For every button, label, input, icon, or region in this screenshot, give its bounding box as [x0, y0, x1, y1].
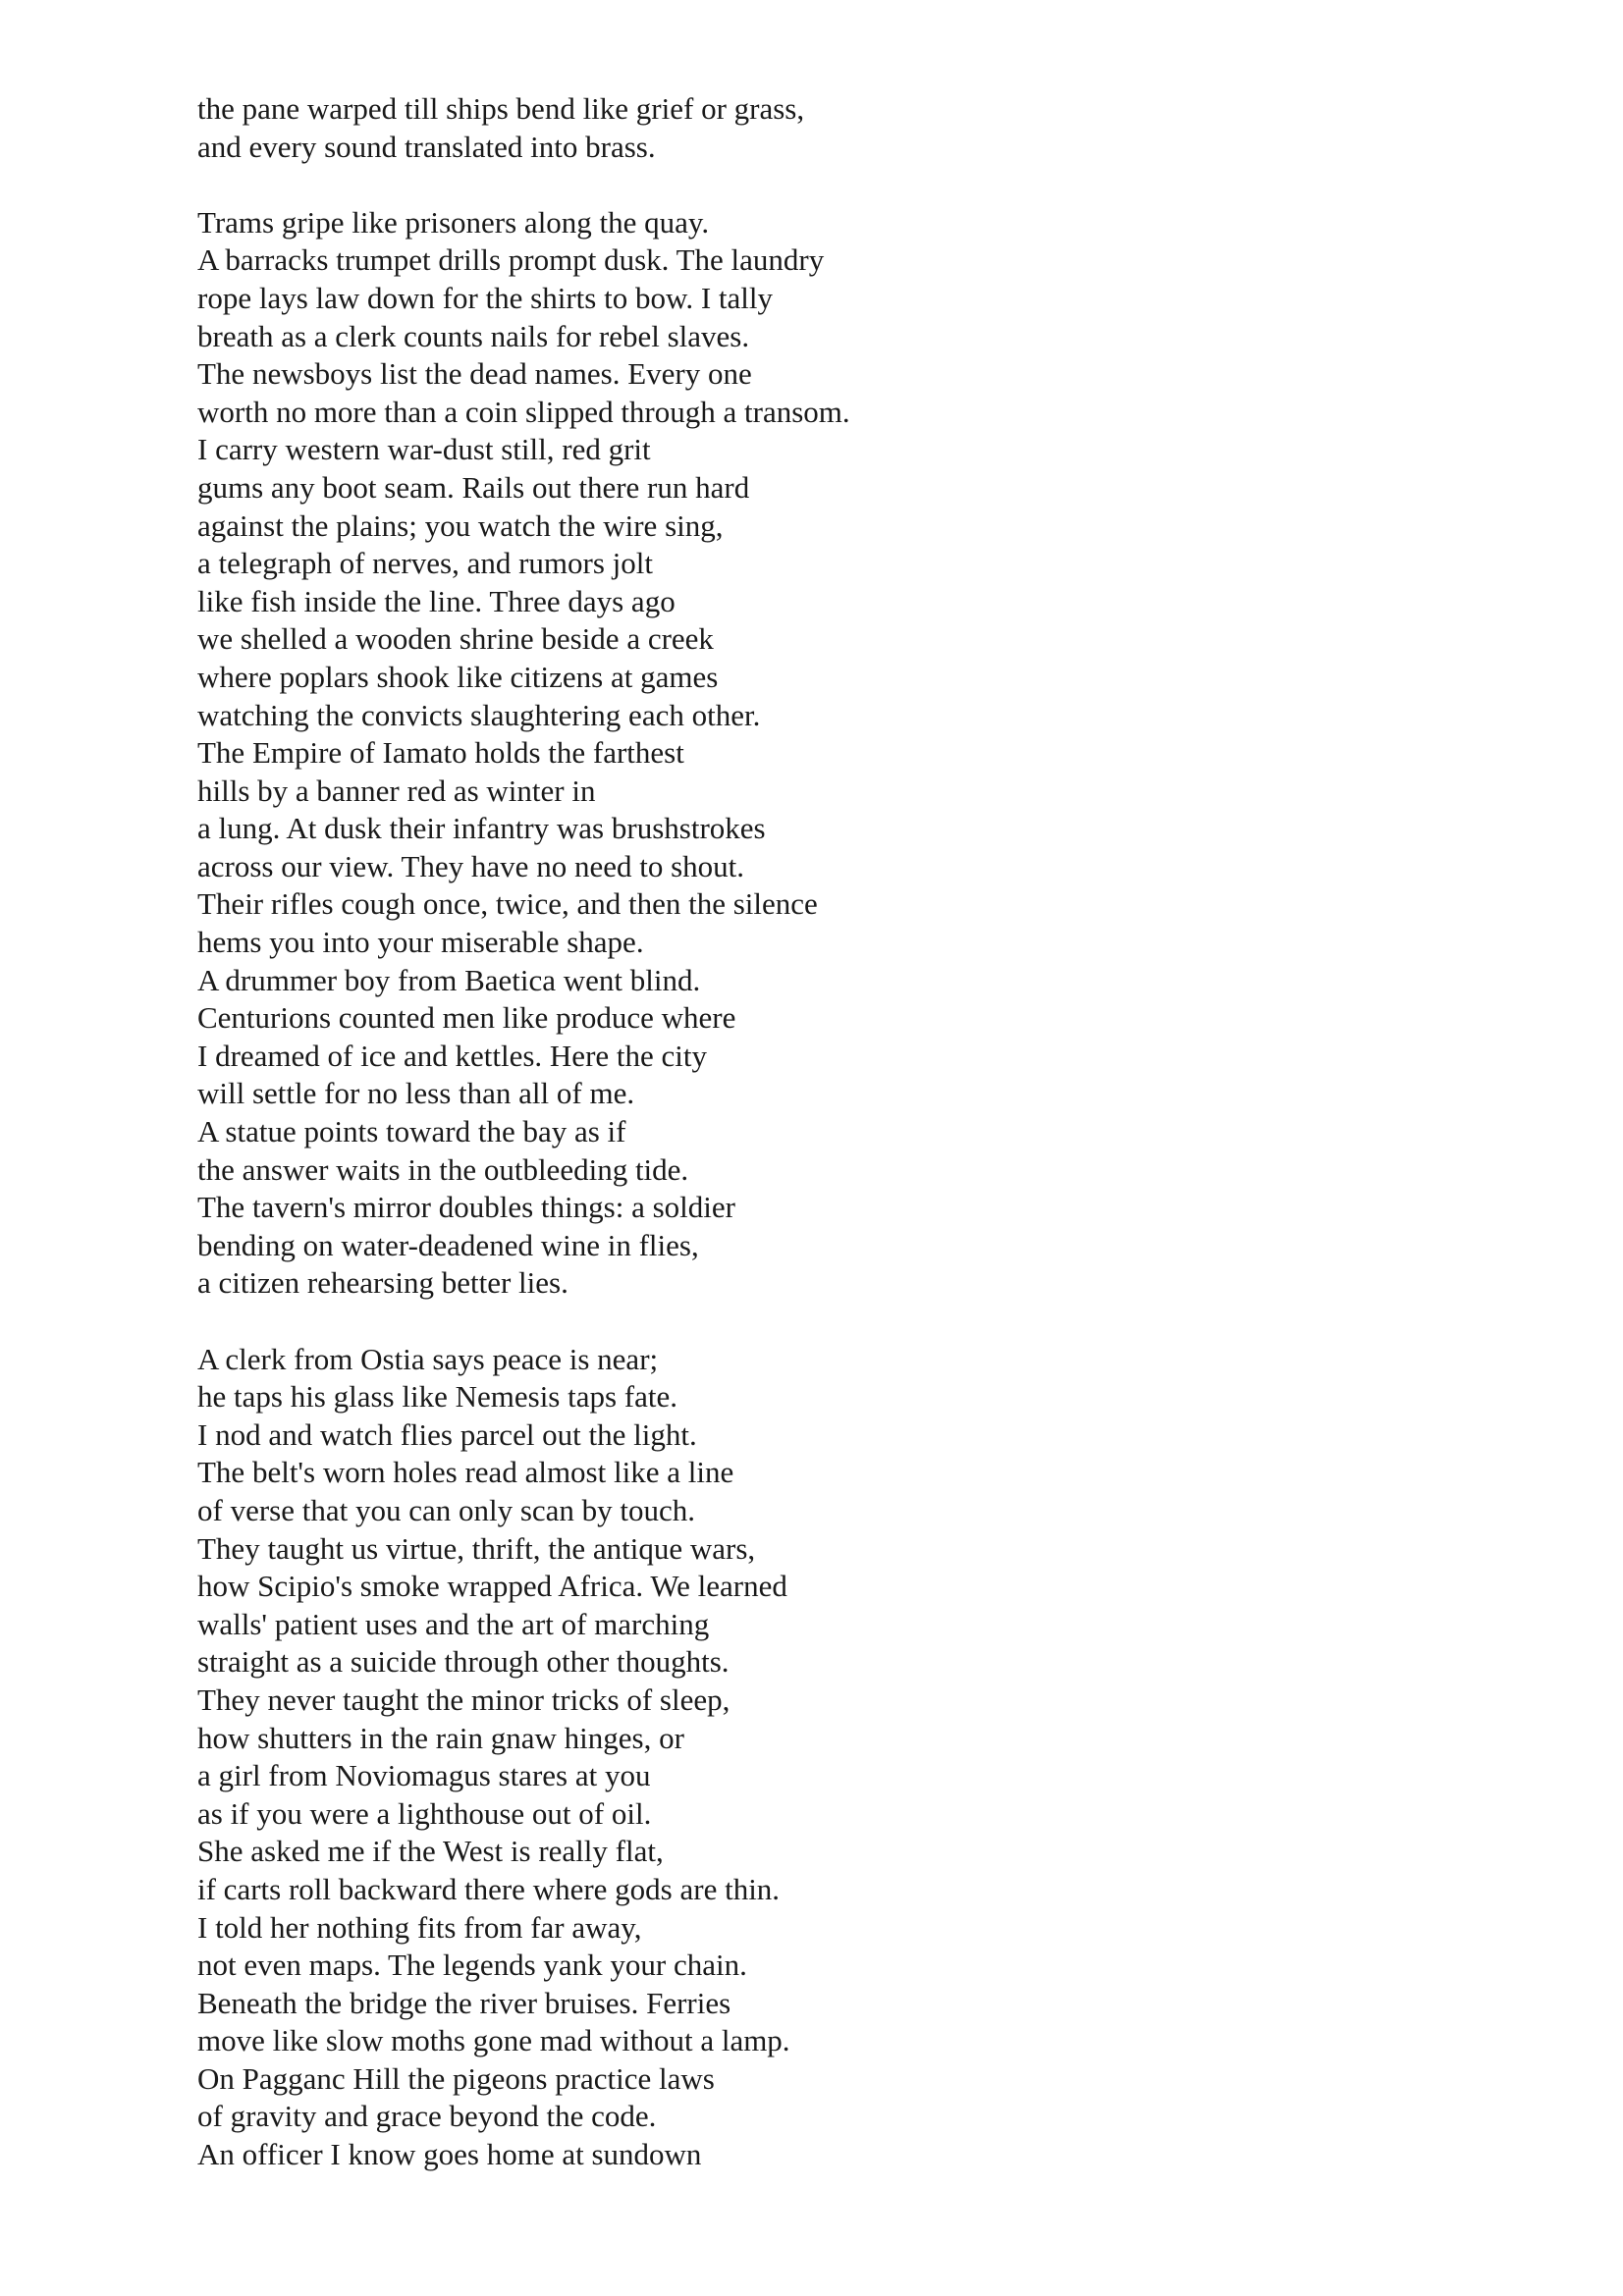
poem-line: watching the convicts slaughtering each other. — [197, 697, 761, 732]
poem-line: straight as a suicide through other thoughts. — [197, 1644, 730, 1680]
stanza — [197, 1341, 1474, 2174]
poem-body — [197, 90, 1474, 2174]
poem-line: An officer I know goes home at sundown — [197, 2137, 702, 2172]
poem-line: if carts roll backward there where gods are thin. — [197, 1871, 781, 1906]
poem-line: The Empire of Iamato holds the farthest — [197, 735, 684, 771]
poem-line: hills by a banner red as winter in — [197, 773, 596, 808]
poem-line: not even maps. The legends yank your chain. — [197, 1948, 747, 1983]
poem-line: A barracks trumpet drills prompt dusk. The laundry — [197, 242, 825, 278]
poem-line: as if you were a lighthouse out of oil. — [197, 1795, 652, 1831]
poem-line: Their rifles cough once, twice, and then the silence — [197, 886, 818, 922]
stanza — [197, 204, 1474, 1303]
poem-line: They never taught the minor tricks of sleep, — [197, 1682, 730, 1717]
poem-line: hems you into your miserable shape. — [197, 925, 644, 960]
poem-line: will settle for no less than all of me. — [197, 1076, 635, 1111]
poem-line: The tavern's mirror doubles things: a soldier — [197, 1190, 735, 1225]
poem-line: Centurions counted men like produce where — [197, 1000, 736, 1036]
poem-line: breath as a clerk counts nails for rebel slaves. — [197, 318, 750, 353]
poem-line: I carry western war-dust still, red grit — [197, 432, 651, 467]
poem-line: and every sound translated into brass. — [197, 129, 656, 164]
poem-line: like fish inside the line. Three days ago — [197, 583, 676, 618]
poem-line: move like slow moths gone mad without a lamp. — [197, 2023, 790, 2058]
poem-line: how Scipio's smoke wrapped Africa. We learned — [197, 1569, 787, 1604]
poem-line: Beneath the bridge the river bruises. Ferries — [197, 1985, 731, 2020]
poem-line: a lung. At dusk their infantry was brushstrokes — [197, 811, 766, 846]
poem-line: On Pagganc Hill the pigeons practice laws — [197, 2060, 715, 2096]
poem-line: They taught us virtue, thrift, the antique wars, — [197, 1530, 756, 1566]
stanza — [197, 90, 1474, 166]
poem-line: the answer waits in the outbleeding tide. — [197, 1151, 689, 1187]
poem-line: gums any boot seam. Rails out there run hard — [197, 469, 750, 505]
poem-line: She asked me if the West is really flat, — [197, 1834, 664, 1869]
poem-line: walls' patient uses and the art of marching — [197, 1606, 710, 1641]
poem-line: bending on water-deadened wine in flies, — [197, 1227, 699, 1262]
poem-line: a telegraph of nerves, and rumors jolt — [197, 546, 653, 581]
poem-line: a girl from Noviomagus stares at you — [197, 1758, 651, 1793]
poem-line: of verse that you can only scan by touch. — [197, 1492, 696, 1527]
poem-line: of gravity and grace beyond the code. — [197, 2099, 657, 2134]
poem-line: A drummer boy from Baetica went blind. — [197, 962, 701, 997]
poem-line: A clerk from Ostia says peace is near; — [197, 1341, 659, 1376]
poem-line: he taps his glass like Nemesis taps fate. — [197, 1379, 678, 1415]
poem-line: against the plains; you watch the wire sing, — [197, 507, 724, 543]
poem-line: I told her nothing fits from far away, — [197, 1909, 642, 1945]
poem-line: we shelled a wooden shrine beside a creek — [197, 621, 714, 657]
poem-line: the pane warped till ships bend like grief or grass, — [197, 91, 805, 126]
poem-line: The belt's worn holes read almost like a line — [197, 1455, 734, 1490]
poem-line: worth no more than a coin slipped through a transom. — [197, 394, 850, 429]
poem-line: A statue points toward the bay as if — [197, 1114, 626, 1149]
poem-line: how shutters in the rain gnaw hinges, or — [197, 1720, 684, 1755]
poem-line: I nod and watch flies parcel out the light. — [197, 1416, 697, 1452]
poem-line: I dreamed of ice and kettles. Here the city — [197, 1038, 708, 1073]
poem-line: where poplars shook like citizens at games — [197, 659, 719, 694]
poem-line: The newsboys list the dead names. Every one — [197, 356, 752, 392]
poem-line: a citizen rehearsing better lies. — [197, 1265, 568, 1301]
poem-line: Trams gripe like prisoners along the quay. — [197, 204, 710, 240]
poem-line: across our view. They have no need to shout. — [197, 848, 745, 883]
poem-line: rope lays law down for the shirts to bow. I tally — [197, 280, 774, 315]
